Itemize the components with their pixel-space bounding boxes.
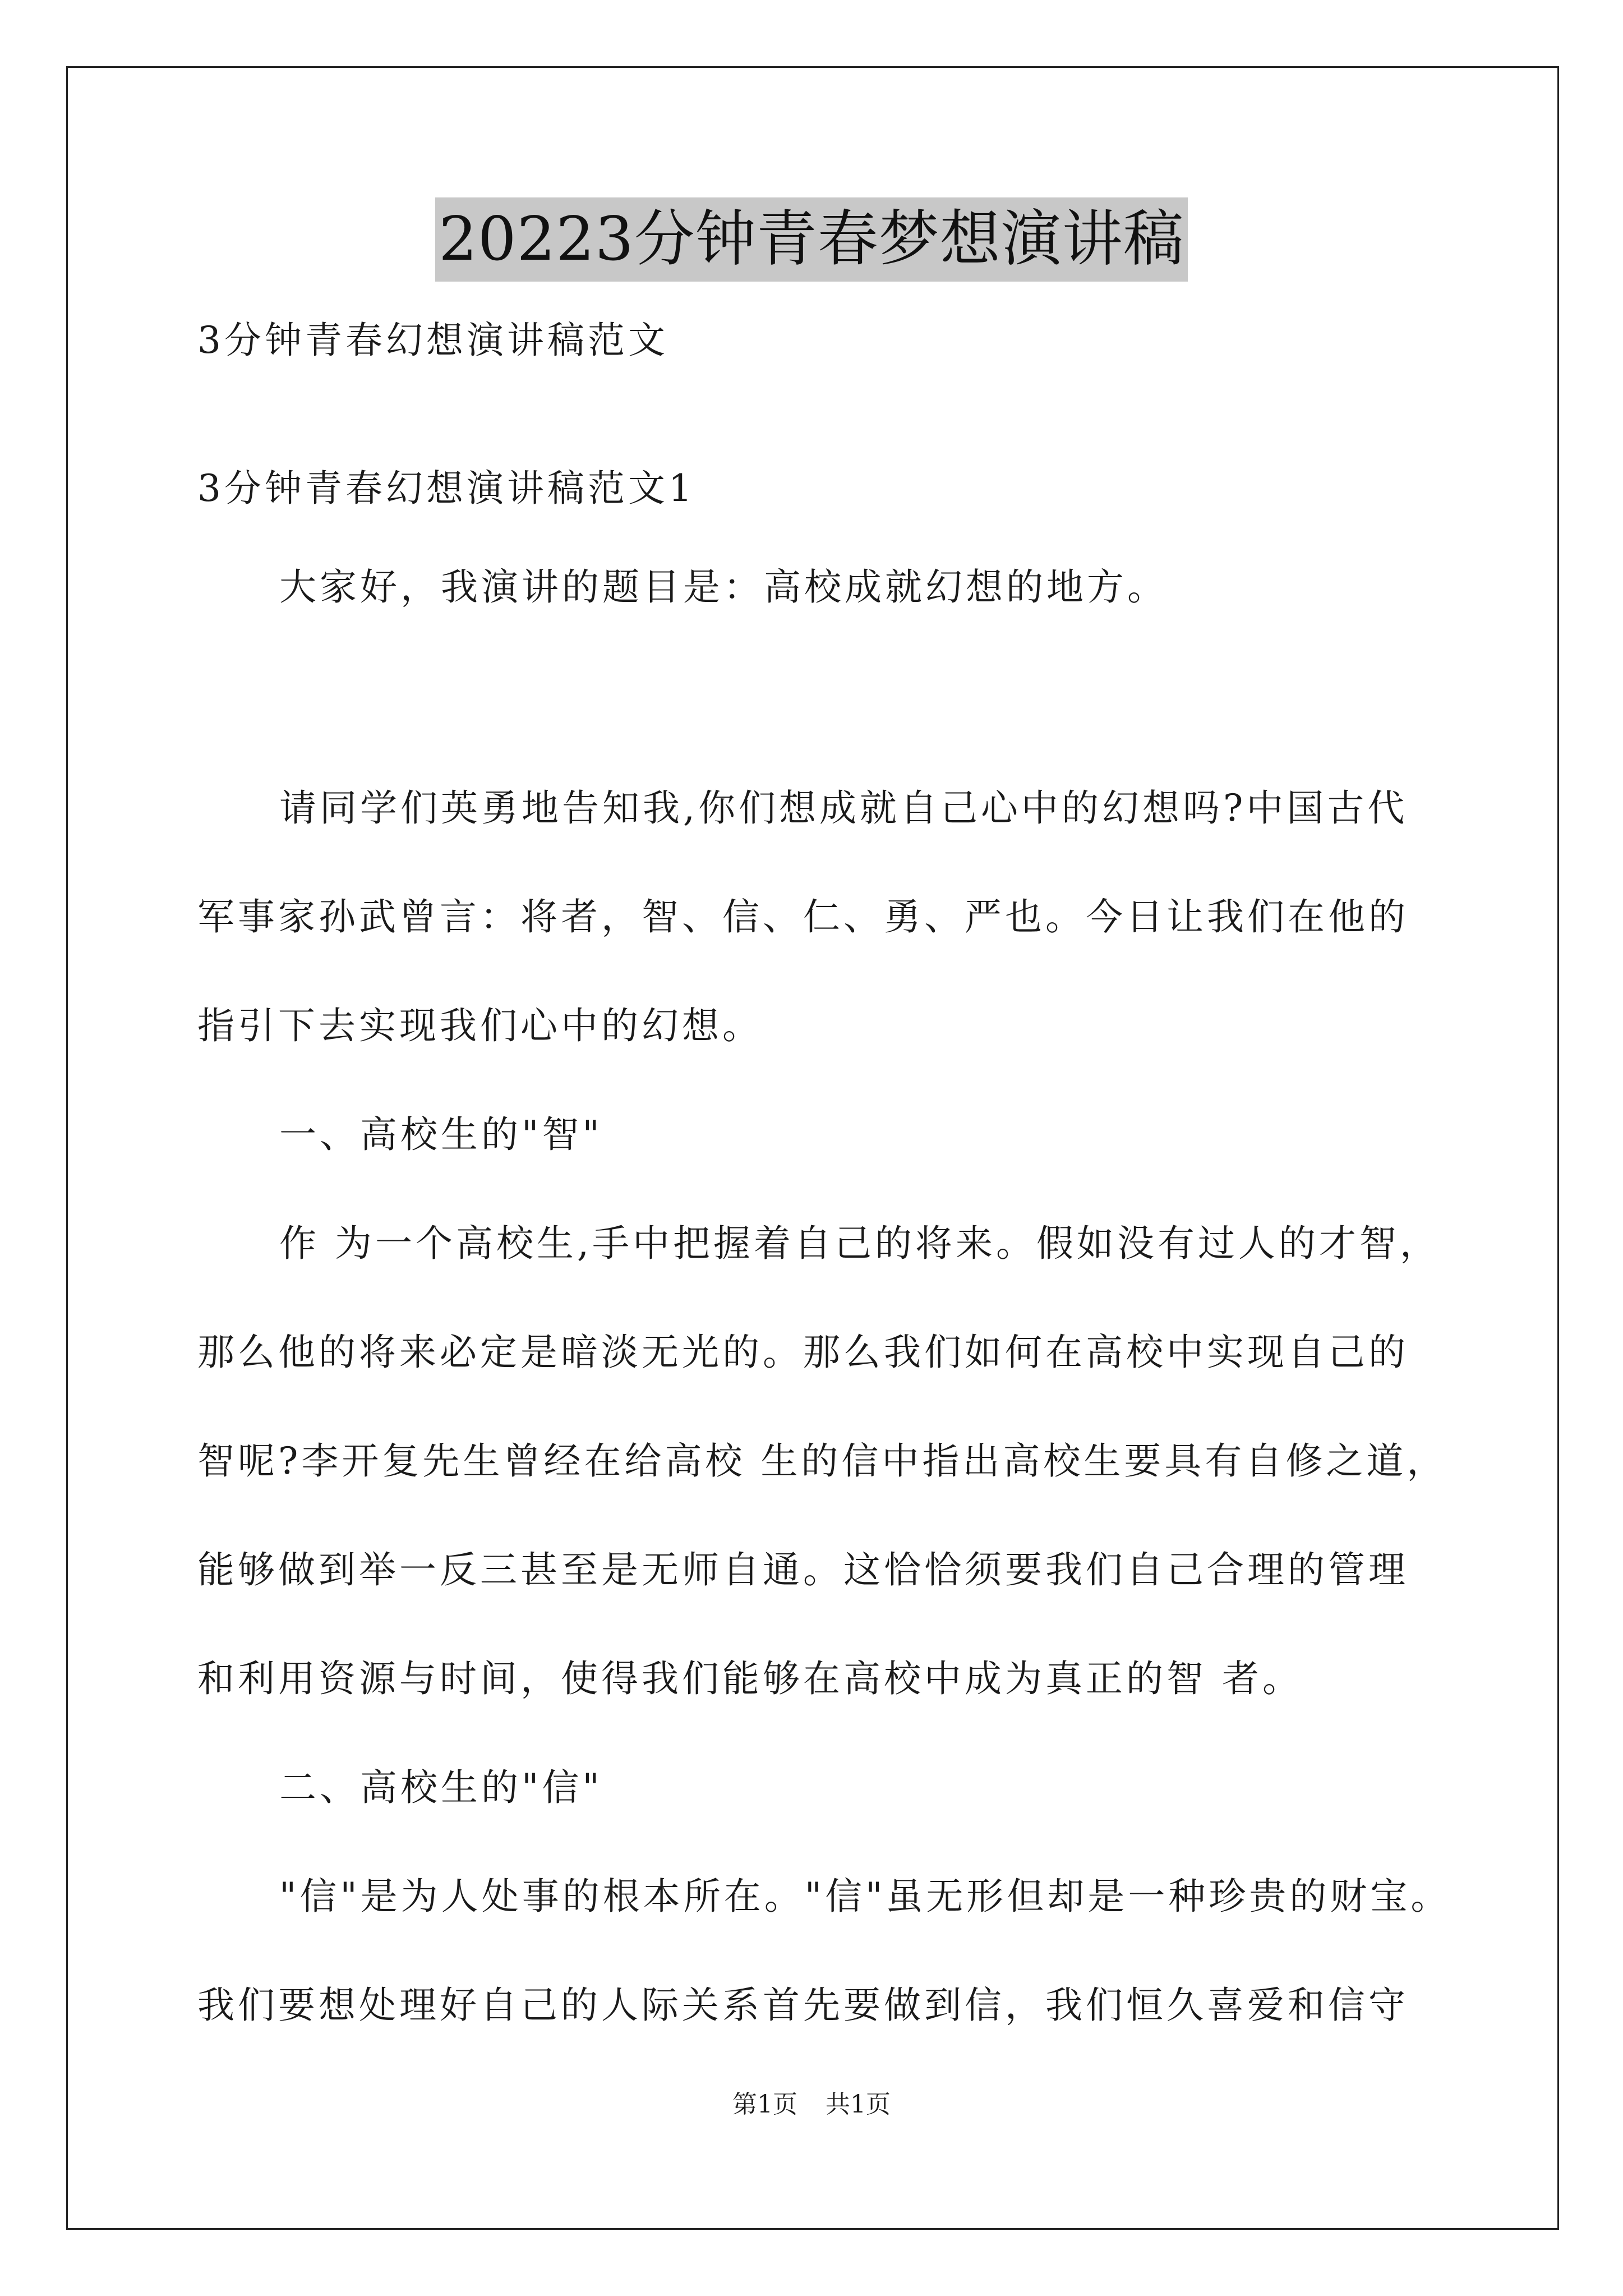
paragraph-line: 智呢?李开复先生曾经在给高校 生的信中指出高校生要具有自修之道， — [197, 1439, 1447, 1483]
paragraph-line: 能够做到举一反三甚至是无师自通。这恰恰须要我们自己合理的管理 — [197, 1548, 1409, 1591]
paragraph-line: 我们要想处理好自己的人际关系首先要做到信，我们恒久喜爱和信守 — [197, 1984, 1409, 2027]
paragraph-line: 指引下去实现我们心中的幻想。 — [197, 1004, 763, 1047]
page-total: 共1页 — [826, 2090, 891, 2119]
paragraph-line: 和利用资源与时间，使得我们能够在高校中成为真正的智 者。 — [197, 1657, 1303, 1700]
paragraph-heading: 二、高校生的"信" — [279, 1766, 603, 1809]
paragraph-line: 大家好，我演讲的题目是：高校成就幻想的地方。 — [279, 565, 1168, 609]
paragraph-line: 作 为一个高校生,手中把握着自己的将来。假如没有过人的才智， — [279, 1222, 1440, 1265]
page-number: 第1页 — [732, 2090, 797, 2119]
paragraph-line: 军事家孙武曾言：将者，智、信、仁、勇、严也。今日让我们在他的 — [197, 895, 1409, 938]
document-title: 20223分钟青春梦想演讲稿 — [435, 197, 1188, 282]
title-container — [0, 197, 1623, 282]
paragraph-line: 请同学们英勇地告知我,你们想成就自己心中的幻想吗?中国古代 — [279, 786, 1408, 830]
paragraph-line: "信"是为人处事的根本所在。"信"虽无形但却是一种珍贵的财宝。 — [279, 1875, 1451, 1918]
paragraph-line: 那么他的将来必定是暗淡无光的。那么我们如何在高校中实现自己的 — [197, 1331, 1409, 1374]
paragraph-heading: 一、高校生的"智" — [279, 1113, 603, 1156]
page-footer — [0, 2088, 1623, 2122]
section-heading: 3分钟青春幻想演讲稿范文1 — [197, 467, 695, 510]
subtitle-line: 3分钟青春幻想演讲稿范文 — [197, 319, 668, 362]
